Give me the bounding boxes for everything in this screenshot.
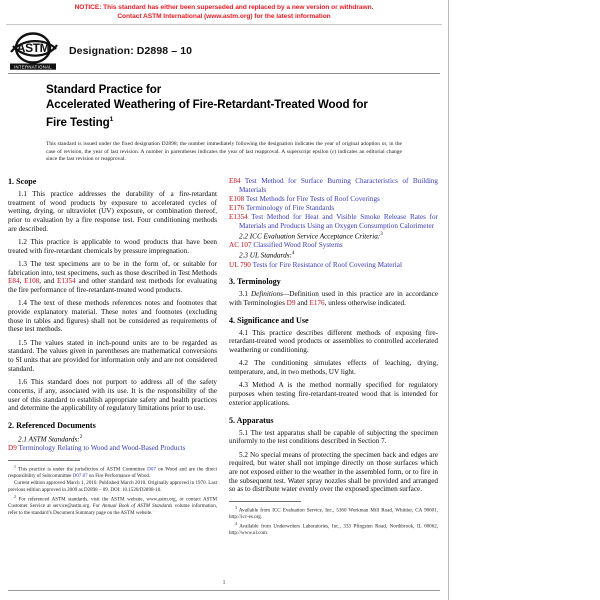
p3-1-text-b: Definition used in this practice are in accordance with Terminologies <box>229 290 438 308</box>
link-ul790-title[interactable]: Tests for Fire Resistance of Roof Covering Material <box>252 260 402 269</box>
preamble-paragraph: This standard is issued under the fixed designation D2898; the number immediately following the designation indicates the year of original adoption or, in the case of revision, the year of last revision. A number in parentheses indicates the year of last reapproval. A superscript epsilon (ε) indicates an editorial change since the last revision or reapproval. <box>46 141 402 163</box>
designation-label: Designation: D2898 – 10 <box>69 45 193 58</box>
reference-item-e108[interactable] <box>229 195 438 204</box>
link-e1354[interactable]: E1354 <box>56 277 76 286</box>
reference-item-e1354[interactable] <box>229 213 438 230</box>
p1-3-text-d: and other standard test methods for evaluating the fire performance of fire-retardant-treated wood products. <box>8 277 217 295</box>
footnote-4-text: Available from Underwriters Laboratories, Inc., 333 Pfingsten Road, Northbrook, IL 60062, http://www.ul.com. <box>229 523 438 537</box>
link-e176-id[interactable]: E176 <box>229 203 245 212</box>
astm-standards-list <box>8 434 217 453</box>
masthead <box>0 25 448 71</box>
svg-text:ASTM: ASTM <box>16 41 50 56</box>
paragraph-3-1 <box>229 290 438 307</box>
footnote-4 <box>229 521 438 537</box>
footnote-1 <box>8 464 217 480</box>
referenced-standards-list <box>229 177 438 270</box>
footnote-divider-left <box>8 460 80 461</box>
p3-1-number: 3.1 <box>239 290 251 299</box>
paragraph-5-2: 5.2 No special means of protecting the specimen back and edges are required, but water shall not impinge directly on those surfaces which are not exposed either to the weather in the assembled form, or to fire in the subsequent test. Water spray nozzles shall be provided and arranged so as to distribute water evenly over the exposed specimen surface. <box>229 450 438 494</box>
link-e176-inline[interactable]: E176 <box>309 299 325 308</box>
reference-item-e84[interactable] <box>229 177 438 194</box>
link-e84-title[interactable]: Test Method for Surface Burning Characteristics of Building Materials <box>239 176 438 194</box>
link-ac107-title[interactable]: Classified Wood Roof Systems <box>253 241 343 250</box>
link-e176-title[interactable]: Terminology of Fire Standards <box>245 203 335 212</box>
paragraph-1-5: 1.5 The values stated in inch-pound units are to be regarded as standard. The values given in parentheses are mathematical conversions to SI units that are provided for information only and are not considered standard. <box>8 338 217 373</box>
body-columns <box>0 164 448 538</box>
link-ul790-id[interactable]: UL 790 <box>229 260 251 269</box>
paragraph-5-1: 5.1 The test apparatus shall be capable of subjecting the specimen uniformly to the test conditions described in Section 7. <box>229 428 438 446</box>
link-d07-07[interactable]: D07.07 <box>72 473 88 480</box>
paragraph-1-6: 1.6 This standard does not purport to address all of the safety concerns, if any, associated with its use. It is the responsibility of the user of this standard to establish appropriate safety and health practices and determine the applicability of regulatory limitations prior to use. <box>8 378 217 413</box>
subheading-2-3-text: 2.3 UL Standards: <box>239 251 292 260</box>
heading-referenced-documents: 2. Referenced Documents <box>8 420 96 430</box>
footnote-3-marker: 3 <box>235 505 237 511</box>
footnote-3-text: Available from ICC Evaluation Service, Inc., 5360 Workman Mill Road, Whittier, CA 90601, http://icc-es.org. <box>229 507 438 521</box>
right-column <box>229 177 438 538</box>
footnote-2-text-a: For referenced ASTM standards, visit the ASTM website, www.astm.org, or contact ASTM Customer Service at service@astm.org. For <box>8 496 218 509</box>
footnote-1-text-a: This practice is under the jurisdiction of ASTM Committee <box>18 466 148 473</box>
link-e108-id[interactable]: E108 <box>229 194 245 203</box>
footnote-1-text-c: on Fire Performance of Wood. <box>87 473 151 480</box>
paragraph-4-2: 4.2 The conditioning simulates effects of leaching, drying, temperature, and, in two methods, UV light. <box>229 359 438 377</box>
subheading-2-3 <box>229 250 438 260</box>
title-line-2: Accelerated Weathering of Fire-Retardant-Treated Wood for <box>46 98 368 111</box>
heading-terminology: 3. Terminology <box>229 277 281 287</box>
footnote-4-marker: 4 <box>235 521 237 527</box>
p3-1-text-d: , unless otherwise indicated. <box>324 299 406 308</box>
paragraph-1-1: 1.1 This practice addresses the durability of a fire-retardant treatment of wood products by exposure to accelerated cycles of wetting, drying, or ultraviolet (UV) exposure, or combination thereof, prior to evaluation by a fire response test. Four conditioning methods are described. <box>8 189 217 233</box>
link-d9-inline[interactable]: D9 <box>286 299 296 308</box>
title-line-1: Standard Practice for <box>46 83 162 97</box>
footnote-divider-right <box>229 501 301 502</box>
subheading-2-1 <box>8 434 217 444</box>
page-number: 1 <box>222 579 226 586</box>
left-column <box>8 177 217 517</box>
subheading-2-1-marker: 2 <box>79 434 83 440</box>
reference-item-ac107[interactable] <box>229 241 438 250</box>
p1-3-text-a: 1.3 The test specimens are to be in the form of, or suitable for fabrication into, test specimens, such as those described in Test Methods <box>8 259 217 277</box>
heading-scope: 1. Scope <box>8 176 37 186</box>
paragraph-4-3: 4.3 Method A is the method normally specified for regulatory purposes when testing fire-retardant-treated wood that is intended for exterior applications. <box>229 381 438 407</box>
p1-3-text-b: , <box>19 277 25 286</box>
link-e108[interactable]: E108 <box>24 277 40 286</box>
link-ac107-id[interactable]: AC 107 <box>229 241 252 250</box>
footnote-3 <box>229 505 438 521</box>
footnote-1-marker: 1 <box>14 464 16 470</box>
subheading-2-3-marker: 4 <box>291 251 295 257</box>
svg-text:INTERNATIONAL: INTERNATIONAL <box>14 64 52 70</box>
reference-item-d9[interactable] <box>8 444 217 453</box>
link-e1354-id[interactable]: E1354 <box>229 212 248 221</box>
footnote-2-text-b: volume information, refer to the standard’s Document Summary page on the ASTM website. <box>8 503 217 516</box>
reference-item-e176[interactable] <box>229 204 438 213</box>
footnote-2 <box>8 494 217 516</box>
title-line-3-text: Fire Testing <box>46 115 110 129</box>
paragraph-4-1: 4.1 This practice describes different methods of exposing fire-retardant-treated wood products or assemblies to controlled accelerated weathering or conditioning. <box>229 328 438 355</box>
footnote-1-text-b: on Wood and are the direct responsibility of Subcommittee <box>8 466 218 480</box>
withdrawn-notice <box>0 0 448 21</box>
left-footnotes <box>8 460 217 516</box>
subheading-2-1-text: 2.1 ASTM Standards: <box>18 435 80 444</box>
right-footnotes <box>229 501 438 537</box>
p3-1-definitions-label: Definitions— <box>250 290 290 299</box>
footnote-2-italic: Annual Book of ASTM Standards <box>101 503 173 509</box>
notice-line-2: Contact ASTM International (www.astm.org) for the latest information <box>117 13 331 21</box>
astm-logo-icon <box>8 32 62 70</box>
paragraph-1-3 <box>8 260 217 295</box>
footnote-1-edition: Current edition approved March 1, 2010. Published March 2010. Originally approved in 1970. Last previous edition approved in 2009 as D2898 – 09. DOI: 10.1520/D2898-10. <box>8 480 217 493</box>
paragraph-1-4: 1.4 The text of these methods references notes and footnotes that provide explanatory material. These notes and footnotes (excluding those in tables and figures) shall not be considered as requirements of these test methods. <box>8 299 217 334</box>
footnote-2-marker: 2 <box>14 493 16 499</box>
title-footnote-marker: 1 <box>109 115 114 123</box>
paragraph-1-2: 1.2 This practice is applicable to wood products that have been treated with fire-retardant chemicals by pressure impregnation. <box>8 237 217 255</box>
notice-line-1: NOTICE: This standard has either been superseded and replaced by a new version or withdrawn. <box>74 4 374 11</box>
link-d9-id[interactable]: D9 <box>8 444 17 453</box>
p3-1-text-c: and <box>295 299 310 308</box>
reference-item-ul790[interactable] <box>229 261 438 270</box>
link-e84-id[interactable]: E84 <box>229 176 241 185</box>
subheading-2-2-marker: 3 <box>380 231 383 237</box>
subheading-2-2 <box>229 231 438 241</box>
heading-apparatus: 5. Apparatus <box>229 415 274 425</box>
title-line-3 <box>46 113 402 130</box>
document-title <box>0 74 448 130</box>
heading-significance-and-use: 4. Significance and Use <box>229 315 309 325</box>
link-e108-title[interactable]: Test Methods for Fire Tests of Roof Coverings <box>245 194 380 203</box>
link-d07[interactable]: D07 <box>147 466 156 473</box>
footer-divider <box>8 590 440 591</box>
link-d9-title[interactable]: Terminology Relating to Wood and Wood-Based Products <box>18 444 186 453</box>
p1-3-text-c: , and <box>39 277 57 286</box>
subheading-2-2-text: 2.2 ICC Evaluation Service Acceptance Criteria: <box>239 232 381 240</box>
link-e84[interactable]: E84 <box>8 277 20 286</box>
link-e1354-title[interactable]: Test Method for Heat and Visible Smoke Release Rates for Materials and Products Using an Oxygen Consumption Calorimeter <box>239 212 439 230</box>
